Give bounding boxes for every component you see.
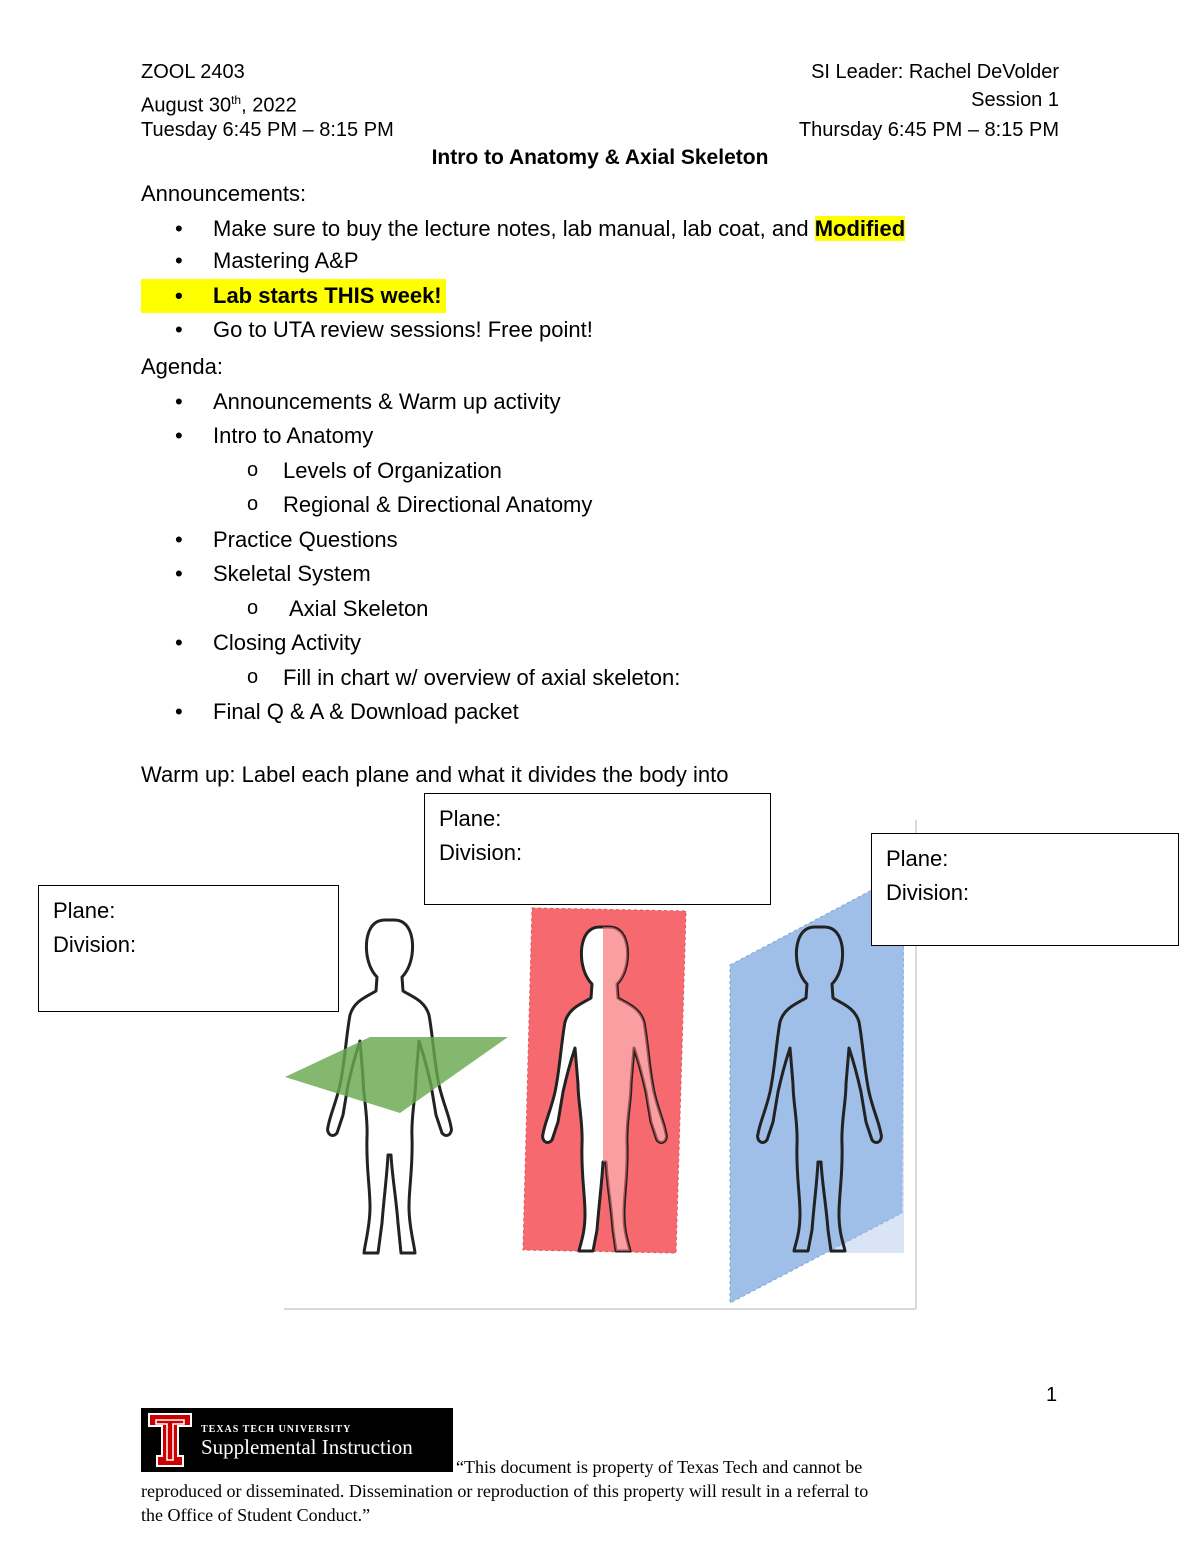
announcement-item: • Go to UTA review sessions! Free point! [141,313,905,348]
date-prefix: August 30 [141,94,232,117]
date-sup: th [231,93,242,107]
agenda-subitem: o Levels of Organization [141,454,680,489]
logo-program-text: Supplemental Instruction [201,1435,413,1459]
announcements-heading: Announcements: [141,181,307,206]
plane-label: Plane: [439,806,502,831]
announcement-text: Make sure to buy the lecture notes, lab manual, lab coat, and [213,215,815,241]
agenda-subitem: o Fill in chart w/ overview of axial skeleton: [141,661,680,696]
session-date [141,86,297,120]
plane-label-box-right[interactable] [871,833,1179,946]
si-leader: SI Leader: Rachel DeVolder [811,61,1059,83]
double-t-logo-icon [147,1412,193,1468]
highlighted-announcement: • Lab starts THIS week! [141,279,446,314]
agenda-section [141,350,680,730]
agenda-item: • Announcements & Warm up activity [141,385,680,420]
announcements-section [141,177,905,348]
agenda-item: • Skeletal System [141,557,680,592]
division-label: Division: [439,840,523,865]
highlighted-word: Modified [814,215,906,241]
division-label: Division: [886,880,970,905]
page-title: Intro to Anatomy & Axial Skeleton [431,146,769,169]
ttu-si-logo [141,1408,453,1472]
course-code: ZOOL 2403 [141,61,245,83]
agenda-item: • Intro to Anatomy [141,419,680,454]
announcement-item [141,212,905,247]
agenda-subitem: o Axial Skeleton [141,592,680,627]
notice-line-2: reproduced or disseminated. Dissemination or reproduction of this property will result in a referral to [141,1481,869,1501]
sagittal-plane-figure [523,908,686,1253]
agenda-item: • Practice Questions [141,523,680,558]
tuesday-time: Tuesday 6:45 PM – 8:15 PM [141,119,394,141]
agenda-subitem: o Regional & Directional Anatomy [141,488,680,523]
plane-label-box-middle[interactable] [424,793,771,905]
notice-line-3: the Office of Student Conduct.” [141,1505,371,1525]
warmup-prompt: Warm up: Label each plane and what it divides the body into [141,762,729,787]
date-suffix: , 2022 [241,94,297,117]
page-number: 1 [1046,1384,1058,1406]
agenda-heading: Agenda: [141,354,223,379]
lab-starts-text: Lab starts THIS week! [213,282,442,308]
thursday-time: Thursday 6:45 PM – 8:15 PM [798,119,1059,141]
notice-line-1: “This document is property of Texas Tech and cannot be [456,1457,863,1477]
agenda-item: • Closing Activity [141,626,680,661]
division-label: Division: [53,932,137,957]
plane-label-box-left[interactable] [38,885,339,1012]
agenda-item: • Final Q & A & Download packet [141,695,680,730]
logo-university-text: TEXAS TECH UNIVERSITY [201,1424,352,1435]
announcement-item [141,279,905,314]
plane-label: Plane: [886,846,949,871]
announcement-item-cont [141,244,905,279]
announcement-text-cont: Mastering A&P [213,248,359,273]
plane-label: Plane: [53,898,116,923]
session-number: Session 1 [971,89,1059,111]
